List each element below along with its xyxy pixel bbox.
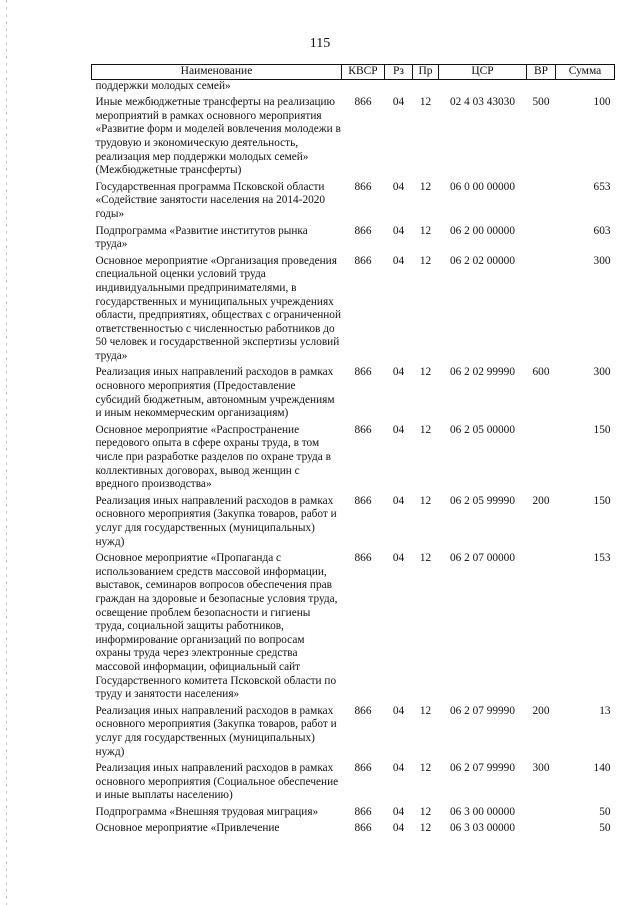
cell-vr: 200 [532,704,550,717]
cell-vr [527,421,556,492]
table-row [92,79,615,93]
cell-rz: 04 [392,96,405,109]
cell-rz: 04 [392,366,405,379]
cell-kvsr: 866 [354,494,372,507]
cell-csr: 06 2 07 99990 [450,704,515,717]
table-row [92,421,615,492]
cell-vr: 300 [532,762,550,775]
cell-rz: 04 [392,805,405,818]
cell-kvsr: 866 [354,805,372,818]
cell-vr [527,79,556,93]
cell-kvsr: 866 [354,180,372,193]
cell-pr: 12 [419,552,432,565]
cell-name: поддержки молодых семей» [95,79,231,92]
cell-rz: 04 [392,180,405,193]
header-csr: ЦСР [439,65,527,80]
cell-rz: 04 [392,494,405,507]
cell-vr: 600 [532,366,550,379]
cell-rz: 04 [392,552,405,565]
cell-name: Реализация иных направлений расходов в рамках основного мероприятия (Предоставление субсидий бюджетным, автономным учреждениям и иным некоммерческим организациям) [95,366,335,420]
cell-kvsr: 866 [354,366,372,379]
cell-csr: 06 2 07 00000 [450,552,515,565]
table-row [92,178,615,222]
cell-name: Реализация иных направлений расходов в рамках основного мероприятия (Социальное обеспечение и иные выплаты населению) [95,762,339,802]
header-name: Наименование [92,65,342,80]
cell-csr: 06 2 00 00000 [450,224,515,237]
cell-csr: 06 2 05 00000 [450,423,515,436]
cell-sum: 13 [599,704,611,717]
table-row [92,492,615,549]
cell-vr [527,819,556,836]
cell-pr: 12 [419,822,432,835]
cell-vr [527,549,556,702]
cell-name: Основное мероприятие «Привлечение [95,822,280,835]
table-row [92,222,615,252]
cell-name: Реализация иных направлений расходов в рамках основного мероприятия (Закупка товаров, работ и услуг для государственных (муниципальных) нужд) [95,494,337,548]
cell-pr [413,79,439,93]
cell-name: Подпрограмма «Развитие институтов рынка труда» [95,224,308,251]
cell-vr [527,222,556,252]
cell-pr: 12 [419,423,432,436]
cell-sum: 140 [593,762,611,775]
cell-kvsr: 866 [354,822,372,835]
cell-csr: 02 4 03 43030 [450,96,515,109]
cell-name: Основное мероприятие «Организация проведения специальной оценки условий труда индивидуальными предпринимателями, в государственных и муниципальных учреждениях области, предприятиях, обществах с ограниченной ответственностью с численностью работников до 50 человек и государственной экспертизы условий труда» [95,254,341,362]
header-sum: Сумма [556,65,615,80]
cell-name: Основное мероприятие «Распространение передового опыта в сфере охраны труда, в том числе при разработке разделов по охране труда в коллективных договорах, вывод женщин с вредного производства» [95,423,331,491]
table-row [92,819,615,836]
cell-kvsr [342,79,385,93]
table-row [92,759,615,803]
cell-rz: 04 [392,822,405,835]
table-row [92,93,615,178]
cell-sum: 300 [593,254,611,267]
cell-kvsr: 866 [354,552,372,565]
cell-csr: 06 3 00 00000 [450,805,515,818]
cell-name: Иные межбюджетные трансферты на реализацию мероприятий в рамках основного мероприятия «Развитие форм и моделей вовлечения молодежи в трудовую и экономическую деятельность, реализация мер поддержки молодых семей» (Межбюджетные трансферты) [95,96,341,177]
cell-csr: 06 2 07 99990 [450,762,515,775]
cell-pr: 12 [419,704,432,717]
cell-csr: 06 2 05 99990 [450,494,515,507]
cell-sum: 50 [599,822,611,835]
cell-vr: 500 [532,96,550,109]
cell-sum: 150 [593,494,611,507]
cell-sum: 50 [599,805,611,818]
cell-sum [556,79,615,93]
cell-pr: 12 [419,96,432,109]
cell-csr: 06 0 00 00000 [450,180,515,193]
cell-csr [439,79,527,93]
cell-sum: 100 [593,96,611,109]
cell-kvsr: 866 [354,224,372,237]
cell-sum: 150 [593,423,611,436]
cell-kvsr: 866 [354,423,372,436]
budget-table [91,64,615,836]
cell-rz: 04 [392,423,405,436]
cell-csr: 06 3 03 00000 [450,822,515,835]
cell-vr [527,803,556,820]
cell-name: Основное мероприятие «Пропаганда с использованием средств массовой информации, выставок, семинаров вопросов обеспечения прав граждан на здоровые и безопасные условия труда, освещение проблем безопасности и гигиены труда, социальной защиты работников, информирование организаций по вопросам охраны труда через электронные средства массовой информации, официальный сайт Государственного комитета Псковской области по труду и занятости населения» [95,552,338,701]
cell-pr: 12 [419,180,432,193]
table-row [92,549,615,702]
cell-csr: 06 2 02 00000 [450,254,515,267]
cell-kvsr: 866 [354,96,372,109]
cell-pr: 12 [419,805,432,818]
cell-rz [385,79,413,93]
cell-sum: 603 [593,224,611,237]
cell-sum: 300 [593,366,611,379]
scan-edge-mark [6,0,7,905]
cell-sum: 653 [593,180,611,193]
cell-kvsr: 866 [354,762,372,775]
table-row [92,363,615,420]
cell-pr: 12 [419,494,432,507]
table-row [92,252,615,364]
page-number: 115 [309,36,331,51]
cell-kvsr: 866 [354,704,372,717]
header-pr: Пр [413,65,439,80]
cell-vr [527,252,556,364]
cell-vr: 200 [532,494,550,507]
cell-name: Государственная программа Псковской области «Содействие занятости населения на 2014-2020 годы» [95,180,326,220]
cell-rz: 04 [392,254,405,267]
table-row [92,702,615,759]
cell-rz: 04 [392,224,405,237]
table-body [92,79,615,836]
cell-name: Реализация иных направлений расходов в рамках основного мероприятия (Закупка товаров, работ и услуг для государственных (муниципальных) нужд) [95,704,337,758]
cell-pr: 12 [419,366,432,379]
cell-name: Подпрограмма «Внешняя трудовая миграция» [95,805,319,818]
cell-pr: 12 [419,224,432,237]
cell-pr: 12 [419,762,432,775]
table-row [92,803,615,820]
cell-rz: 04 [392,704,405,717]
cell-sum: 153 [593,552,611,565]
cell-pr: 12 [419,254,432,267]
header-vr: ВР [527,65,556,80]
cell-csr: 06 2 02 99990 [450,366,515,379]
cell-kvsr: 866 [354,254,372,267]
header-rz: Рз [385,65,413,80]
table-header [92,65,615,80]
cell-rz: 04 [392,762,405,775]
header-kvsr: КВСР [342,65,385,80]
cell-vr [527,178,556,222]
